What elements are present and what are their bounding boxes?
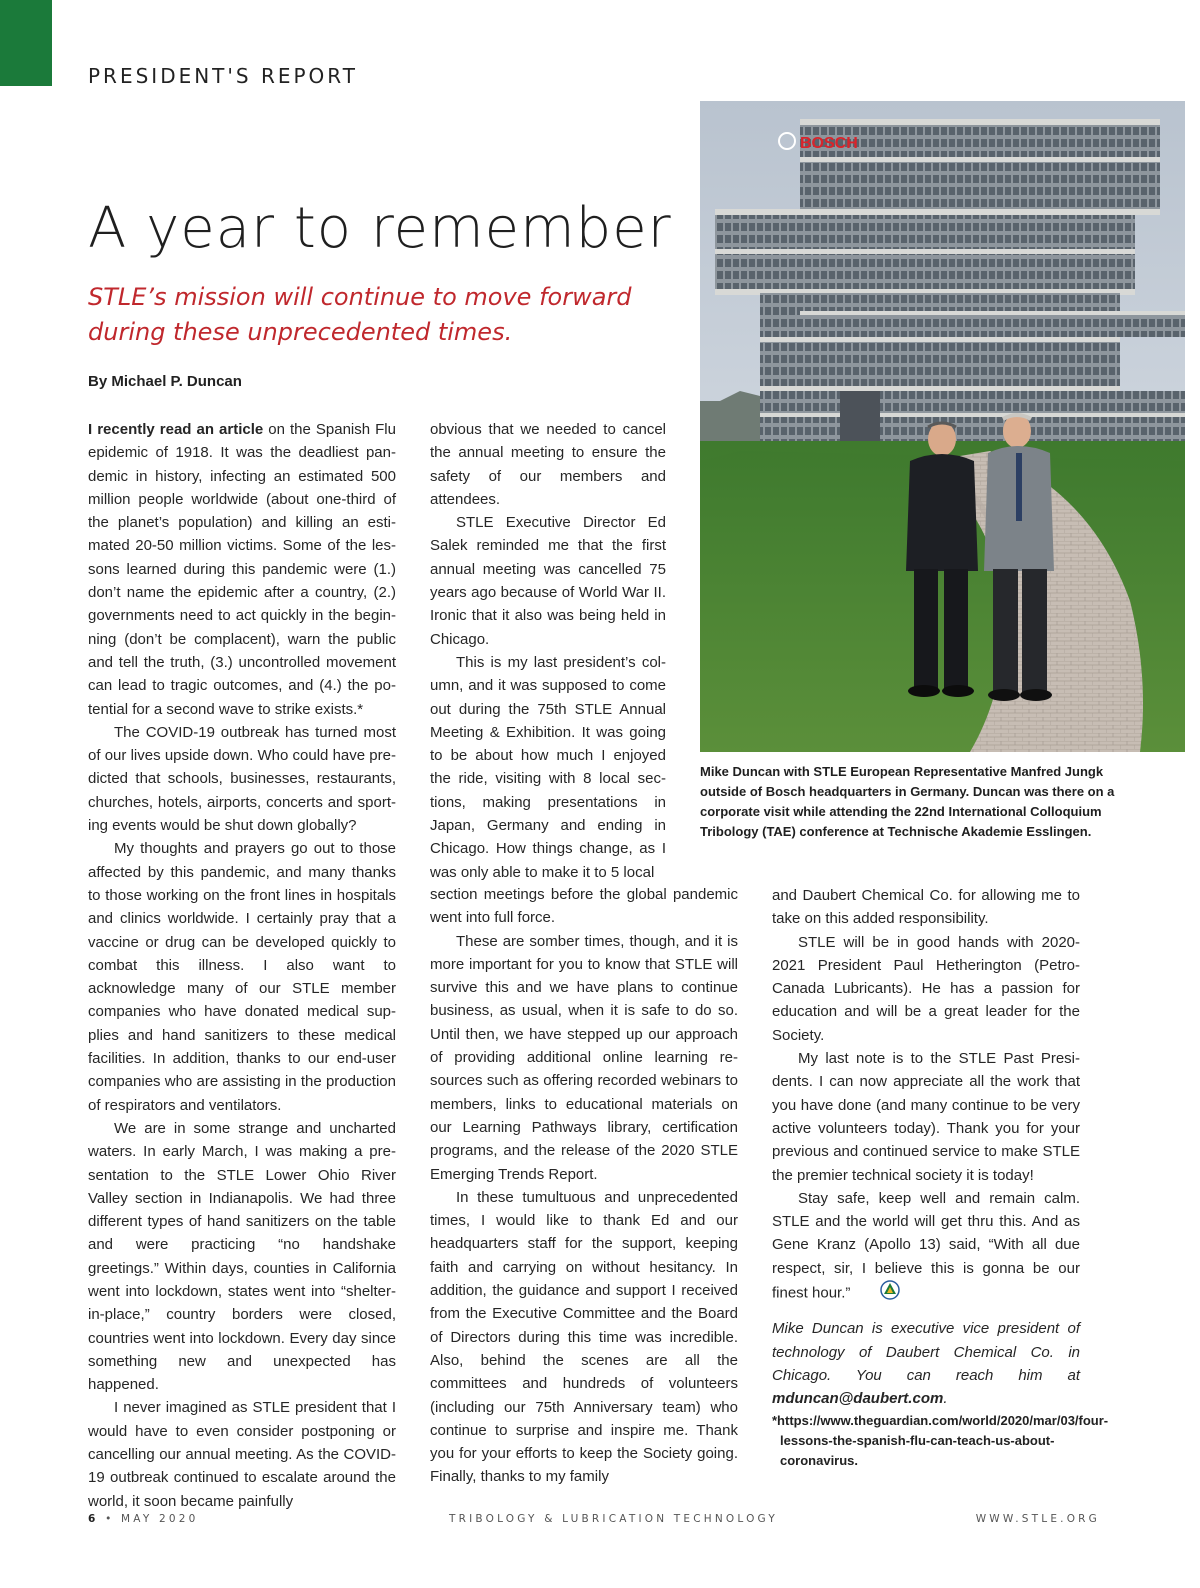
bosch-sign-text: BOSCH	[800, 135, 858, 152]
author-bio	[772, 1317, 1080, 1410]
photo-illustration	[700, 101, 1185, 752]
article-title: A year to remember	[88, 196, 672, 261]
paragraph	[88, 418, 396, 721]
text-column-2-upper	[430, 418, 666, 884]
byline: By Michael P. Duncan	[88, 373, 242, 390]
paragraph: My thoughts and prayers go out to those affected by this pandemic, and many thanks to those working on the front lines in hospitals and clinics worldwide. I certainly pray that a vaccine or drug can be developed quickly to combat this illness. I also want to acknowledge many of our STLE member companies who have donated medical supplies and hand sanitizers to these medical facilities. In addition, thanks to our end-user companies who are assisting in the production of respirators and ventilators.	[88, 840, 396, 1114]
photo-caption: Mike Duncan with STLE European Representative Manfred Jungk outside of Bosch headquarters in Germany. Duncan was there on a corporate visit while attending the 22nd International Colloquium Tribology (TAE) conference at Technische Akademie Esslingen.	[700, 764, 1115, 839]
paragraph: We are in some strange and uncharted waters. In early March, I was making a presentation to the STLE Lower Ohio River Valley section in Indianapolis. We had three different types of hand sanitizers on the table and were practicing “no handshake greetings.” Within days, counties in California went into lockdown, states went into “shelter-in-place,” country borders were closed, countries went into lockdown. Every day since something new and unexpected has happened.	[88, 1119, 396, 1394]
bosch-headquarters-photo	[700, 101, 1185, 752]
author-email-link[interactable]: mduncan@daubert.com	[772, 1390, 944, 1408]
paragraph: STLE Executive Director Ed Salek reminded me that the first annual meeting was cancelled 75 years ago because of World War II. Ironic that it also was being held in Chicago.	[430, 514, 666, 648]
paragraph: The COVID-19 outbreak has turned most of our lives upside down. Who could have predicted that schools, businesses, restaurants, churches, hotels, airports, concerts and sporting events would be shut down globally?	[88, 723, 396, 835]
paragraph: In these tumultuous and unprecedented times, I would like to thank Ed and our headquarters staff for the support, keeping faith and carrying on without hesitancy. In addition, the guidance and support I received from the Executive Committee and the Board of Directors during this time was incredible. Also, behind the scenes are all the committees and hundreds of volunteers (including our 75th Anniversary team) who continue to surprise and inspire me. Thank you for your efforts to keep the Society going. Finally, thanks to my family	[430, 1188, 738, 1486]
paragraph-text: on the Spanish Flu epidemic of 1918. It was the deadliest pandemic in history, infecting an estimated 500 million people worldwide (about one-third of the planet’s population) and killing an estimated 20-50 million victims. Some of the lessons learned during this pandemic were (1.) don’t name the epidemic after a country, (2.) governments need to act quickly in the beginning (don’t be complacent), warn the public and tell the truth, (3.) uncontrolled movement can lead to tragic outcomes, and (4.) the potential for a second wave to strike exists.*	[88, 421, 396, 718]
paragraph: These are somber times, though, and it is more important for you to know that STLE will survive this and we have plans to continue business, as usual, when it is safe to do so. Until then, we have stepped up our approach of providing additional online learning resources such as offering recorded webinars to members, links to educational materials on our Learning Pathways library, certification programs, and the release of the 2020 STLE Emerging Trends Report.	[430, 932, 738, 1183]
corner-accent-bar	[0, 0, 52, 86]
paragraph: obvious that we needed to cancel the annual meeting to ensure the safety of our members and attendees.	[430, 421, 666, 508]
bio-end: .	[943, 1390, 948, 1408]
paragraph: I never imagined as STLE president that I would have to even consider postponing or cancelling our annual meeting. As the COVID-19 outbreak continued to escalate around the world, it soon became painfully	[88, 1399, 396, 1510]
closing-paragraph	[772, 1187, 1080, 1307]
footer-separator: •	[105, 1513, 115, 1525]
paragraph: My last note is to the STLE Past Presidents. I can now appreciate all the work that you have done (and many continue to be very active volunteers today). Thank you for your previous and continued service to make STLE the premier technical society it is today!	[772, 1050, 1080, 1184]
stle-end-mark-icon	[854, 1280, 900, 1307]
footnote: *https://www.theguardian.com/world/2020/mar/03/four-lessons-the-spanish-flu-can-teach-us-about-coronavirus.	[772, 1412, 1109, 1468]
text-column-1	[88, 418, 396, 1513]
paragraph: and Daubert Chemical Co. for allowing me to take on this added responsibility.	[772, 887, 1080, 928]
section-label: PRESIDENT'S REPORT	[88, 64, 358, 88]
paragraph: This is my last president’s column, and it was supposed to come out during the 75th STLE Annual Meeting & Exhibition. It was going to be about how much I enjoyed the ride, visiting with 8 local sections, making presentations in Japan, Germany and ending in Chicago. How things change, as I was only able to make it to 5 local	[430, 653, 666, 881]
publication-name: TRIBOLOGY & LUBRICATION TECHNOLOGY	[449, 1513, 778, 1525]
paragraph: section meetings before the global pandemic went into full force.	[430, 886, 738, 927]
article-subtitle: STLE’s mission will continue to move forward during these unprecedented times.	[88, 283, 632, 346]
issue-date: MAY 2020	[121, 1513, 199, 1525]
bio-text: Mike Duncan is executive vice president of technology of Daubert Chemical Co. in Chicago. You can reach him at	[772, 1320, 1080, 1384]
footer-left	[88, 1513, 199, 1525]
page-number: 6	[88, 1513, 99, 1525]
paragraph-text: Stay safe, keep well and remain calm. STLE and the world will get thru this. And as Gene Kranz (Apollo 13) said, “With all due respect, sir, I believe this is gonna be our finest hour.”	[772, 1189, 1080, 1302]
website-link[interactable]: WWW.STLE.ORG	[975, 1513, 1100, 1525]
paragraph: STLE will be in good hands with 2020-2021 President Paul Hetherington (Petro-Canada Lubricants). He has a passion for education and will be a great leader for the Society.	[772, 933, 1080, 1044]
lead-in: I recently read an article	[88, 421, 264, 438]
text-column-2-lower	[430, 883, 738, 1489]
text-column-3	[772, 884, 1109, 1471]
